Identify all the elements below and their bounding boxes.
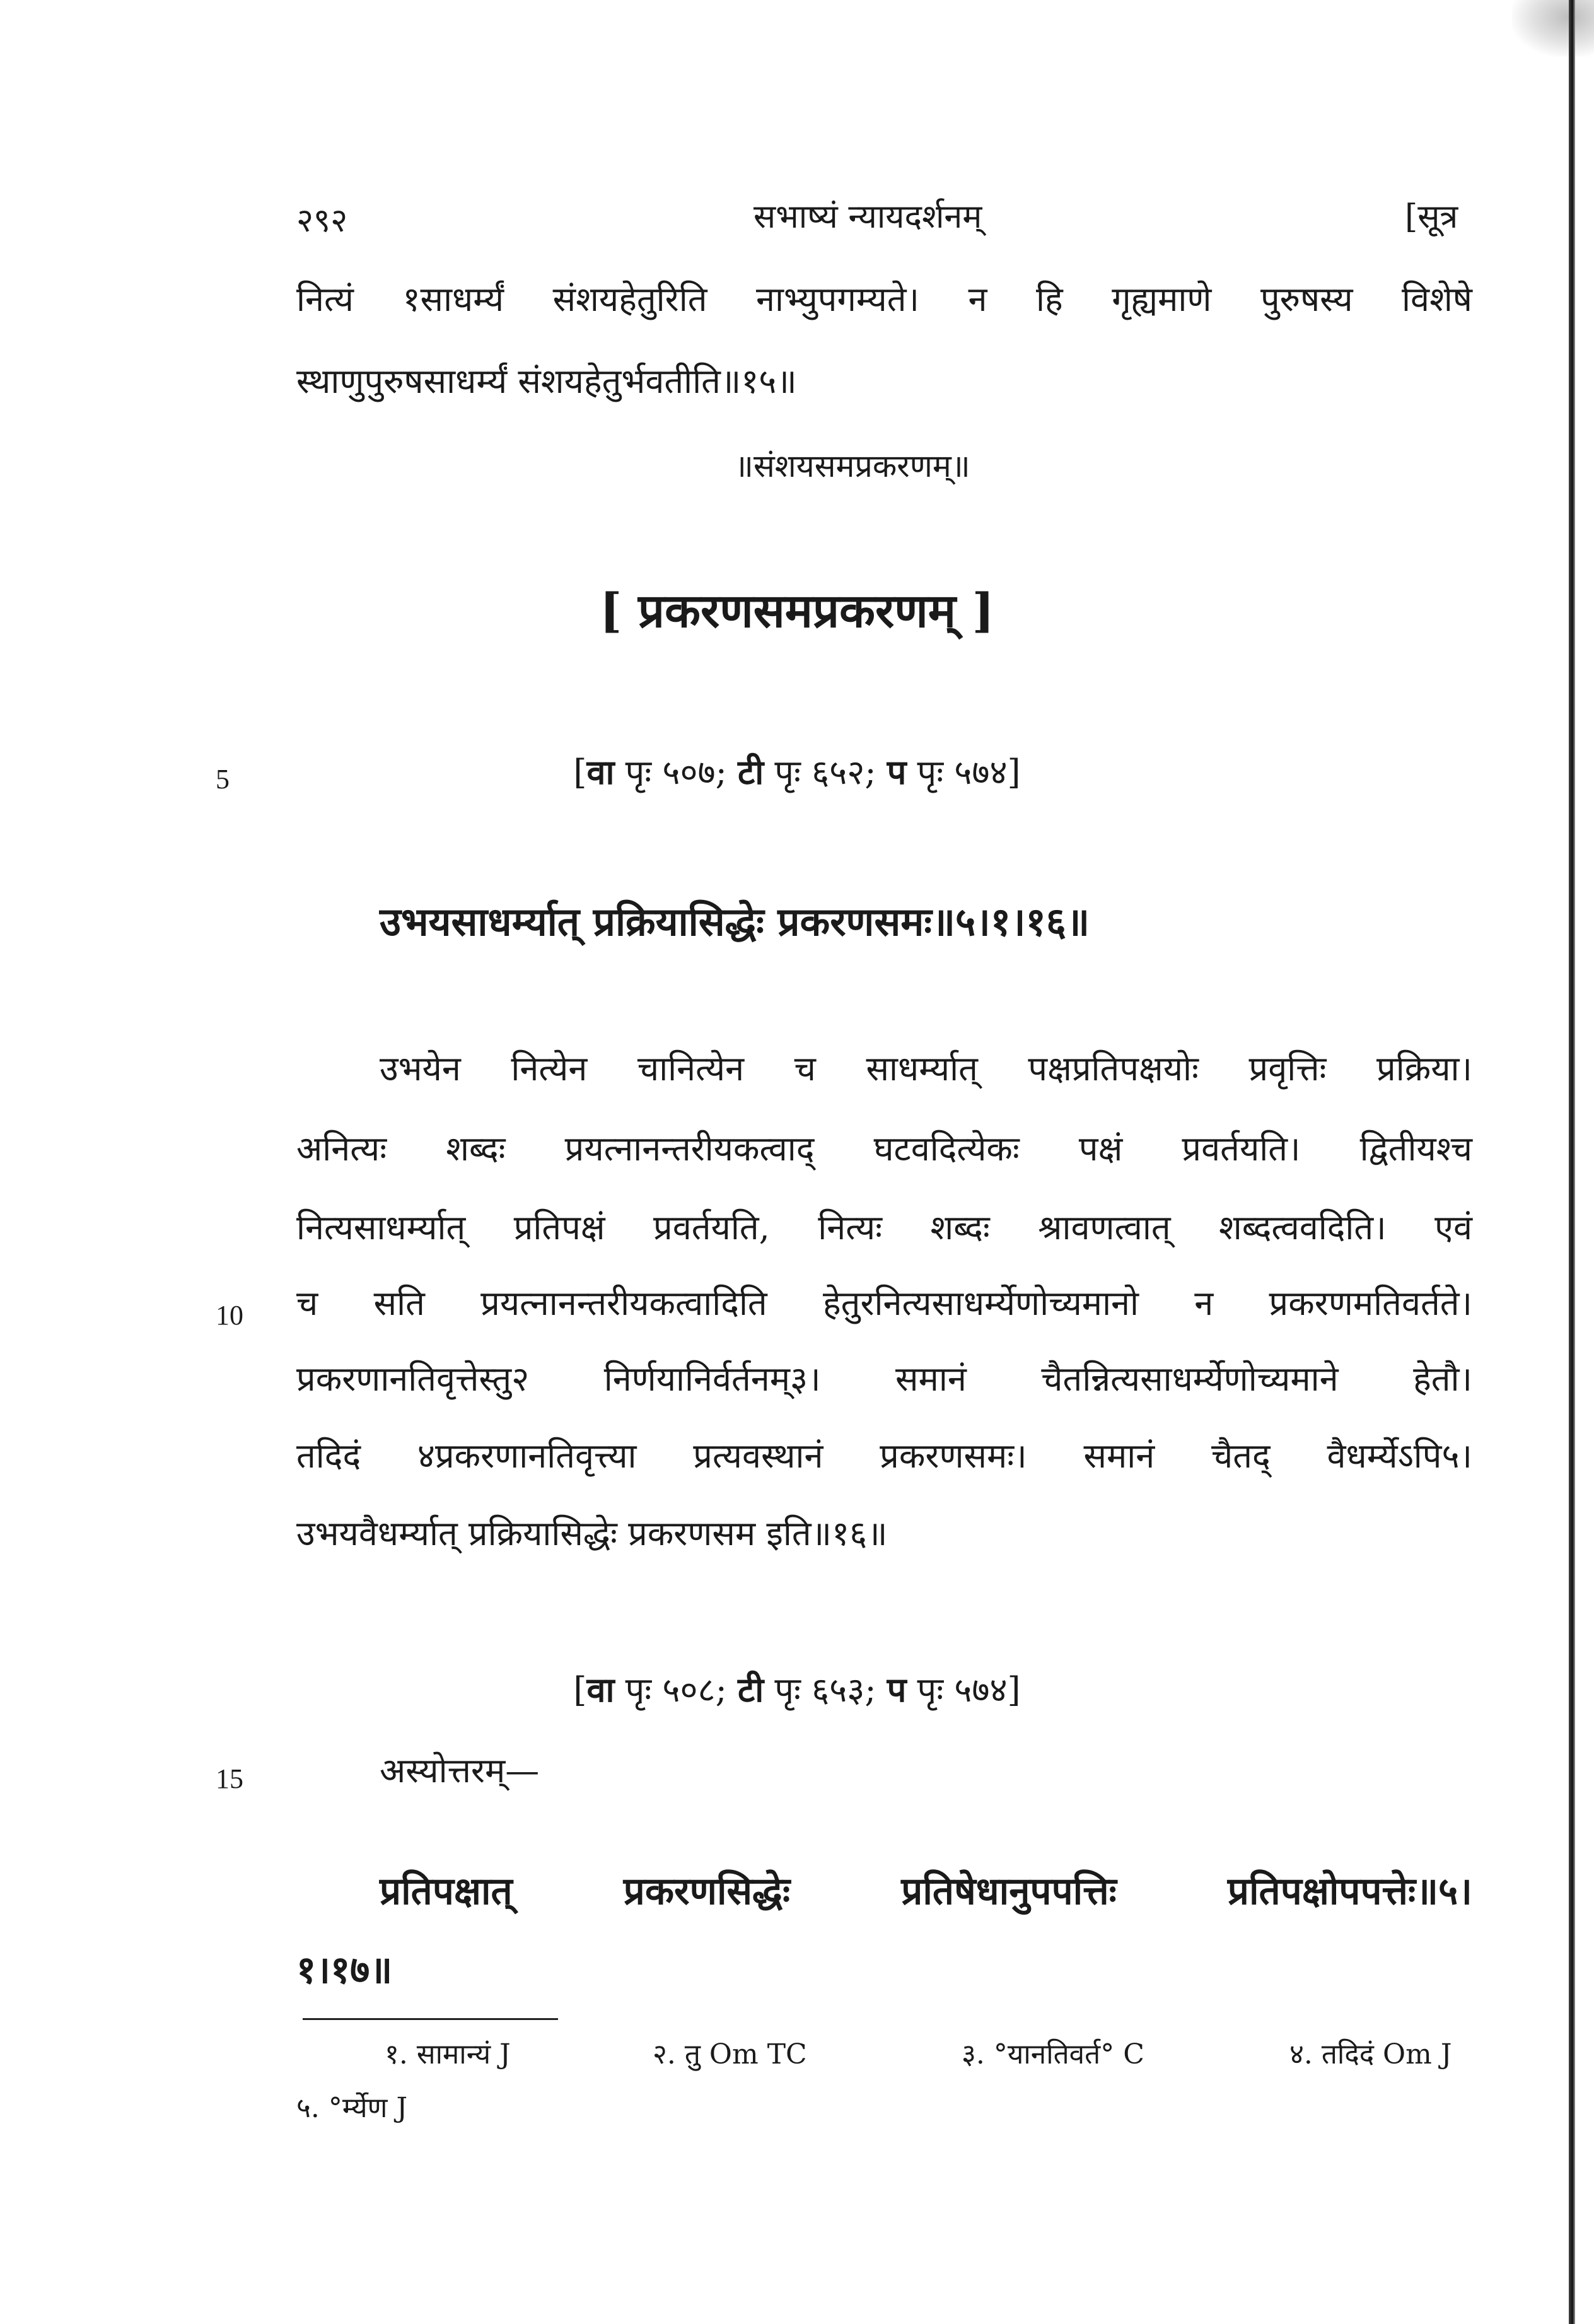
section-heading: [ प्रकरणसमप्रकरणम् ] <box>600 584 994 638</box>
answer-intro: अस्योत्तरम्— <box>380 1751 540 1790</box>
footnote-2: २. तु Om TC <box>653 2038 807 2070</box>
ref1-ti: टी <box>737 752 764 792</box>
ref1-open: [ <box>573 752 587 792</box>
ref1-va-page: पृः ५०७; <box>614 752 738 792</box>
line-number-5: 5 <box>216 764 230 795</box>
line-number-15: 15 <box>216 1763 243 1794</box>
intro-line-1: नित्यं १साधर्म्यं संशयहेतुरिति नाभ्युपगम्यते। न हि गृह्यमाणे पुरुषस्य विशेषे <box>296 279 1472 319</box>
scan-corner-shadow <box>1512 0 1594 57</box>
ref1-pa-page: पृः ५७४] <box>906 752 1021 792</box>
ref1-ti-page: पृः ६५२; <box>764 752 887 792</box>
sutra-17-line-2: १।१७॥ <box>296 1948 393 1992</box>
bhashya-line-6: तदिदं ४प्रकरणानतिवृत्त्या प्रत्यवस्थानं प्रकरणसमः। समानं चैतद् वैधर्म्येऽपि५। <box>296 1436 1472 1476</box>
running-title: सभाष्यं न्यायदर्शनम् <box>753 198 982 236</box>
footnote-4: ४. तदिदं Om J <box>1289 2038 1452 2070</box>
ref2-open: [ <box>573 1670 587 1710</box>
intro-line-2: स्थाणुपुरुषसाधर्म्यं संशयहेतुर्भवतीति॥१५॥ <box>296 361 797 401</box>
bhashya-line-5: प्रकरणानतिवृत्तेस्तु२ निर्णयानिर्वर्तनम्३। समानं चैतन्नित्यसाधर्म्येणोच्यमाने हेतौ। <box>296 1359 1472 1399</box>
sutra-17-line-1: प्रतिपक्षात् प्रकरणसिद्धेः प्रतिषेधानुपपत्तिः प्रतिपक्षोपपत्तेः॥५। <box>380 1869 1472 1913</box>
footnote-3: ३. °यानतिवर्त° C <box>962 2038 1144 2070</box>
bhashya-line-1: उभयेन नित्येन चानित्येन च साधर्म्यात् पक्षप्रतिपक्षयोः प्रवृत्तिः प्रक्रिया। <box>380 1049 1472 1089</box>
bhashya-line-3: नित्यसाधर्म्यात् प्रतिपक्षं प्रवर्तयति, नित्यः शब्दः श्रावणत्वात् शब्दत्ववदिति। एवं <box>296 1208 1472 1247</box>
bhashya-line-4: च सति प्रयत्नानन्तरीयकत्वादिति हेतुरनित्यसाधर्म्येणोच्यमानो न प्रकरणमतिवर्तते। <box>296 1283 1472 1323</box>
scan-page-edge <box>1569 0 1575 2324</box>
ref2-va: वा <box>586 1669 615 1710</box>
prakarana-closing: ॥संशयसमप्रकरणम्॥ <box>735 448 970 484</box>
commentary-reference-1 <box>0 747 1594 794</box>
footnote-rule <box>303 2018 558 2020</box>
ref2-ti: टी <box>737 1669 764 1710</box>
bhashya-line-2: अनित्यः शब्दः प्रयत्नानन्तरीयकत्वाद् घटवदित्येकः पक्षं प्रवर्तयति। द्वितीयश्च <box>296 1129 1472 1169</box>
ref2-pa: प <box>887 1669 907 1710</box>
ref1-pa: प <box>887 752 907 792</box>
ref2-ti-page: पृः ६५३; <box>764 1670 887 1710</box>
commentary-reference-2 <box>0 1665 1594 1712</box>
ref2-va-page: पृः ५०८; <box>614 1670 738 1710</box>
footnote-1: १. सामान्यं J <box>385 2038 511 2070</box>
bhashya-line-7: उभयवैधर्म्यात् प्रक्रियासिद्धेः प्रकरणसम इति॥१६॥ <box>296 1514 888 1553</box>
sutra-16: उभयसाधर्म्यात् प्रक्रियासिद्धेः प्रकरणसमः॥५।१।१६॥ <box>380 899 1090 945</box>
section-marker: [सूत्र <box>1405 198 1458 236</box>
ref2-pa-page: पृः ५७४] <box>906 1670 1021 1710</box>
footnote-5: ५. °र्म्येण J <box>296 2092 408 2124</box>
ref1-va: वा <box>586 752 615 792</box>
page-number: २९२ <box>296 202 348 240</box>
line-number-10: 10 <box>216 1300 243 1331</box>
